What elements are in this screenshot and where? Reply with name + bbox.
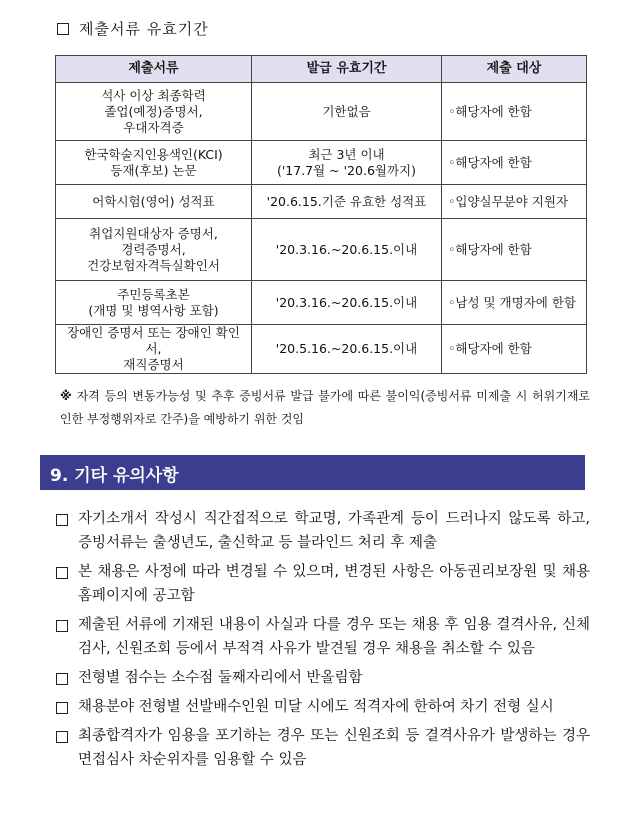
square-bullet-icon	[56, 731, 68, 743]
reference-mark: ※	[60, 389, 73, 403]
list-item-text: 채용분야 전형별 선발배수인원 미달 시에도 적격자에 한하여 차기 전형 실시	[78, 699, 554, 715]
target-cell: ◦해당자에 한함	[442, 83, 587, 141]
square-bullet-icon	[56, 514, 68, 526]
validity-cell: '20.3.16.~20.6.15.이내	[252, 281, 442, 325]
column-header: 발급 유효기간	[252, 56, 442, 83]
list-item-text: 자기소개서 작성시 직간접적으로 학교명, 가족관계 등이 드러나지 않도록 하고, 증빙서류는 출생년도, 출신학교 등 블라인드 처리 후 제출	[78, 511, 590, 551]
document-cell: 어학시험(영어) 성적표	[56, 185, 252, 219]
target-cell: ◦입양실무분야 지원자	[442, 185, 587, 219]
validity-cell: '20.5.16.~20.6.15.이내	[252, 325, 442, 374]
table-row	[56, 185, 587, 219]
target-cell: ◦해당자에 한함	[442, 219, 587, 281]
validity-cell: '20.6.15.기준 유효한 성적표	[252, 185, 442, 219]
table-header-row	[56, 56, 587, 83]
list-item-text: 최종합격자가 임용을 포기하는 경우 또는 신원조회 등 결격사유가 발생하는 경우 면접심사 차순위자를 임용할 수 있음	[78, 728, 590, 768]
list-item	[50, 560, 590, 608]
column-header: 제출서류	[56, 56, 252, 83]
target-cell: ◦해당자에 한함	[442, 325, 587, 374]
documents-validity-table	[55, 55, 587, 374]
document-cell: 취업지원대상자 증명서, 경력증명서, 건강보험자격득실확인서	[56, 219, 252, 281]
column-header: 제출 대상	[442, 56, 587, 83]
section-heading	[57, 18, 209, 39]
notice-list	[50, 507, 590, 777]
heading-text: 제출서류 유효기간	[79, 20, 209, 38]
document-cell: 주민등록초본 (개명 및 병역사항 포함)	[56, 281, 252, 325]
list-item-text: 본 채용은 사정에 따라 변경될 수 있으며, 변경된 사항은 아동권리보장원 및 채용 홈페이지에 공고함	[78, 564, 590, 604]
list-item-text: 전형별 점수는 소수점 둘째자리에서 반올림함	[78, 670, 363, 686]
document-cell: 석사 이상 최종학력 졸업(예정)증명서, 우대자격증	[56, 83, 252, 141]
footnote-text: 자격 등의 변동가능성 및 추후 증빙서류 발급 불가에 따른 불이익(증빙서류 미제출 시 허위기재로 인한 부정행위자로 간주)을 예방하기 위한 것임	[60, 389, 590, 426]
footnote	[60, 385, 590, 431]
table-row	[56, 83, 587, 141]
list-item	[50, 666, 590, 690]
square-bullet-icon	[57, 23, 69, 35]
validity-cell: 기한없음	[252, 83, 442, 141]
square-bullet-icon	[56, 620, 68, 632]
document-cell: 장애인 증명서 또는 장애인 확인서, 재직증명서	[56, 325, 252, 374]
table-row	[56, 141, 587, 185]
target-cell: ◦해당자에 한함	[442, 141, 587, 185]
list-item	[50, 695, 590, 719]
list-item	[50, 507, 590, 555]
table-row	[56, 219, 587, 281]
validity-cell: 최근 3년 이내 ('17.7월 ~ '20.6월까지)	[252, 141, 442, 185]
square-bullet-icon	[56, 567, 68, 579]
table-row	[56, 325, 587, 374]
list-item	[50, 724, 590, 772]
section-title: 9. 기타 유의사항	[50, 466, 179, 486]
list-item-text: 제출된 서류에 기재된 내용이 사실과 다를 경우 또는 채용 후 임용 결격사유, 신체검사, 신원조회 등에서 부적격 사유가 발견될 경우 채용을 취소할 수 있음	[78, 617, 590, 657]
list-item	[50, 613, 590, 661]
target-cell: ◦남성 및 개명자에 한함	[442, 281, 587, 325]
validity-cell: '20.3.16.~20.6.15.이내	[252, 219, 442, 281]
table-row	[56, 281, 587, 325]
square-bullet-icon	[56, 673, 68, 685]
document-cell: 한국학술지인용색인(KCI) 등재(후보) 논문	[56, 141, 252, 185]
square-bullet-icon	[56, 702, 68, 714]
